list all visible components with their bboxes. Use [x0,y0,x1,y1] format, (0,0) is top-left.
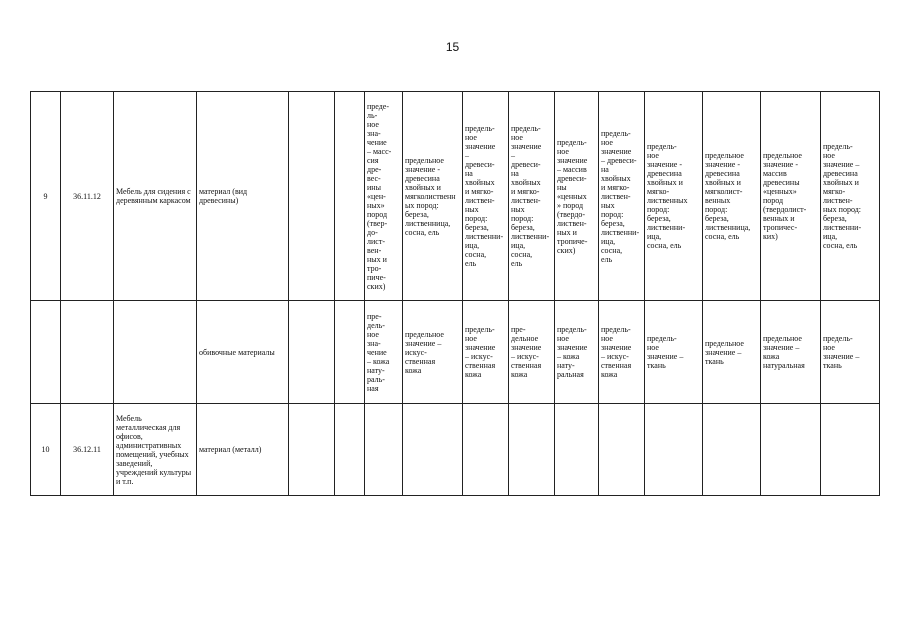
table-row [31,404,880,496]
value-cell [703,404,761,496]
page-number: 15 [445,40,460,54]
empty-cell [289,301,335,404]
okpd-code-cell: 36.12.11 [61,404,114,496]
value-cell: предельное значение – искус- ственная кожа [403,301,463,404]
value-cell: предельное значение - древесина хвойных и мягколиственных пород: береза, лиственница, сосна, ель [403,92,463,301]
row-number-cell: 10 [31,404,61,496]
empty-cell [289,92,335,301]
empty-cell [335,92,365,301]
okpd-code-cell: 36.11.12 [61,92,114,301]
value-cell: пре- дельное значение – искус- ственная кожа [509,301,555,404]
characteristic-cell: материал (вид древесины) [197,92,289,301]
okpd-code-cell [61,301,114,404]
value-cell: предельное значение - массив древесины «ценных» пород (твердолист- венных и тропичес- ких) [761,92,821,301]
characteristic-cell: материал (металл) [197,404,289,496]
product-name-cell: Мебель металлическая для офисов, административных помещений, учебных заведений, учреждений культуры и т.п. [114,404,197,496]
value-cell: предельное значение - древесина хвойных и мягколист- венных пород: берeза, лиственница, сосна, ель [703,92,761,301]
table-row [31,92,880,301]
value-cell: предельное значение – кожа натуральная [761,301,821,404]
characteristic-cell: обивочные материалы [197,301,289,404]
value-cell [509,404,555,496]
value-cell: предель- ное значение - древесина хвойных и мягко- лиственных пород: берeза, лиственни- ица, сосна, ель [645,92,703,301]
value-cell: предель- ное значение – массив древеси- ны «ценных » пород (твердо- листвен- ных и тропиче- ских) [555,92,599,301]
product-name-cell: Мебель для сидения с деревянным каркасом [114,92,197,301]
value-cell: предель- ное значение – искус- ственная кожа [599,301,645,404]
row-number-cell [31,301,61,404]
value-cell: предель- ное значение – древесина хвойных и мягко- листвен- ных пород: берeза, лиственни- ица, сосна, ель [821,92,880,301]
characteristics-table [30,91,880,496]
empty-cell [335,404,365,496]
product-name-cell [114,301,197,404]
value-cell [761,404,821,496]
value-cell [821,404,880,496]
value-cell: предель- ное значение – древеси- на хвойных и мягко- листвен- ных пород: берeза, лиственни- ица, сосна, ель [599,92,645,301]
value-cell: предель- ное значение – ткань [645,301,703,404]
value-cell [599,404,645,496]
empty-cell [289,404,335,496]
value-cell: преде- ль- ное зна- чение – масс- сия дре- вес- ины «цен- ных» пород (твер- до- лист- вен- ных и тро- пиче- ских) [365,92,403,301]
value-cell: предельное значение – ткань [703,301,761,404]
value-cell: предель- ное значение – ткань [821,301,880,404]
value-cell [645,404,703,496]
value-cell [555,404,599,496]
value-cell [403,404,463,496]
empty-cell [335,301,365,404]
value-cell [365,404,403,496]
value-cell: пре- дель- ное зна- чение – кожа нату- раль- ная [365,301,403,404]
value-cell: предель- ное значение – кожа нату- ральная [555,301,599,404]
value-cell: предель- ное значение – древеси- на хвойных и мягко- листвен- ных пород: берeза, лиственни- ица, сосна, ель [509,92,555,301]
table-row [31,301,880,404]
value-cell: предель- ное значение – искус- ственная кожа [463,301,509,404]
value-cell [463,404,509,496]
value-cell: предель- ное значение – древеси- на хвойных и мягко- листвен- ных пород: берeза, лиственни- ица, сосна, ель [463,92,509,301]
row-number-cell: 9 [31,92,61,301]
